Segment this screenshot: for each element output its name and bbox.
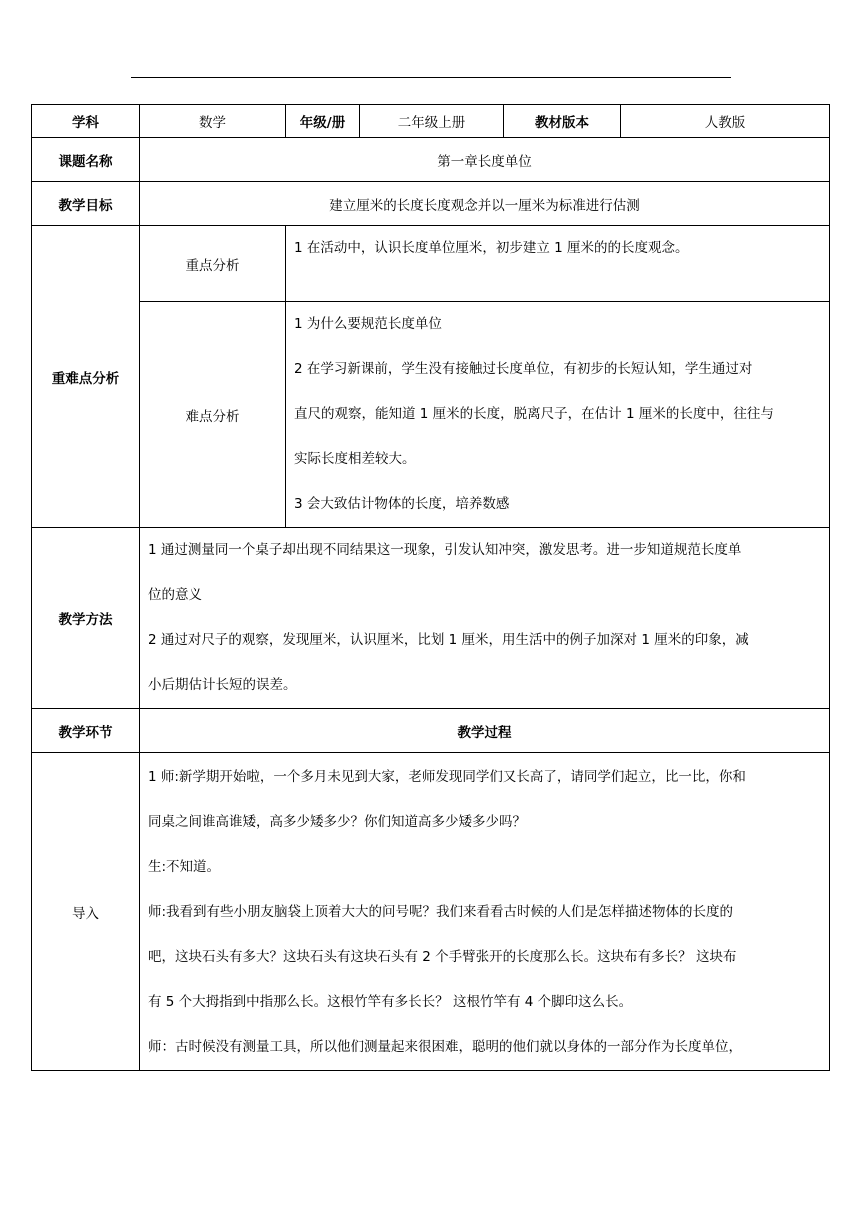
objective-value: 建立厘米的长度长度观念并以一厘米为标准进行估测 xyxy=(140,182,830,226)
analysis-label: 重难点分析 xyxy=(32,226,140,528)
header-rule xyxy=(131,77,731,78)
difficulty-line: 实际长度相差较大。 xyxy=(294,451,416,467)
difficulty-line: 2 在学习新课前，学生没有接触过长度单位，有初步的长短认知，学生通过对 xyxy=(294,361,753,377)
methods-text xyxy=(140,528,830,709)
difficulty-line: 3 会大致估计物体的长度，培养数感 xyxy=(294,496,510,512)
intro-line: 师:我看到有些小朋友脑袋上顶着大大的问号呢？我们来看看古时候的人们是怎样描述物体的长度的 xyxy=(148,904,734,920)
methods-label: 教学方法 xyxy=(32,528,140,709)
grade-label: 年级/册 xyxy=(286,105,360,138)
lesson-plan-table xyxy=(31,104,830,1071)
methods-line: 1 通过测量同一个桌子却出现不同结果这一现象，引发认知冲突，激发思考。进一步知道规范长度单 xyxy=(148,542,742,558)
intro-line: 生:不知道。 xyxy=(148,859,221,875)
methods-row xyxy=(32,528,830,709)
difficulty-line: 1 为什么要规范长度单位 xyxy=(294,316,442,332)
topic-value: 第一章长度单位 xyxy=(140,138,830,182)
topic-row xyxy=(32,138,830,182)
intro-row xyxy=(32,753,830,1071)
grade-value: 二年级上册 xyxy=(360,105,504,138)
subject-value: 数学 xyxy=(140,105,286,138)
intro-line: 师：古时候没有测量工具，所以他们测量起来很困难，聪明的他们就以身体的一部分作为长度单位， xyxy=(148,1039,742,1055)
edition-value: 人教版 xyxy=(621,105,830,138)
difficulty-label: 难点分析 xyxy=(140,302,286,528)
objective-label: 教学目标 xyxy=(32,182,140,226)
difficulty-row xyxy=(32,302,830,528)
header-row xyxy=(32,105,830,138)
process-header-row xyxy=(32,709,830,753)
intro-line: 有 5 个大拇指到中指那么长。这根竹竿有多长长？ 这根竹竿有 4 个脚印这么长。 xyxy=(148,994,633,1010)
process-label: 教学过程 xyxy=(140,709,830,753)
difficulty-line: 直尺的观察，能知道 1 厘米的长度，脱离尺子，在估计 1 厘米的长度中，往往与 xyxy=(294,406,774,422)
intro-line: 吧，这块石头有多大？这块石头有这块石头有 2 个手臂张开的长度那么长。这块布有多长？ 这块布 xyxy=(148,949,737,965)
edition-label: 教材版本 xyxy=(504,105,621,138)
methods-line: 小后期估计长短的误差。 xyxy=(148,677,297,693)
intro-text xyxy=(140,753,830,1071)
methods-line: 位的意义 xyxy=(148,587,202,603)
intro-line: 1 师:新学期开始啦，一个多月未见到大家，老师发现同学们又长高了，请同学们起立，比一比，你和 xyxy=(148,769,746,785)
subject-label: 学科 xyxy=(32,105,140,138)
key-point-text: 1 在活动中，认识长度单位厘米，初步建立 1 厘米的的长度观念。 xyxy=(286,226,830,302)
methods-line: 2 通过对尺子的观察，发现厘米，认识厘米，比划 1 厘米，用生活中的例子加深对 1 厘米的印象，减 xyxy=(148,632,749,648)
objective-row xyxy=(32,182,830,226)
key-point-label: 重点分析 xyxy=(140,226,286,302)
topic-label: 课题名称 xyxy=(32,138,140,182)
difficulty-text xyxy=(286,302,830,528)
intro-line: 同桌之间谁高谁矮，高多少矮多少？你们知道高多少矮多少吗？ xyxy=(148,814,526,830)
stage-label: 教学环节 xyxy=(32,709,140,753)
key-point-row xyxy=(32,226,830,302)
intro-label: 导入 xyxy=(32,753,140,1071)
